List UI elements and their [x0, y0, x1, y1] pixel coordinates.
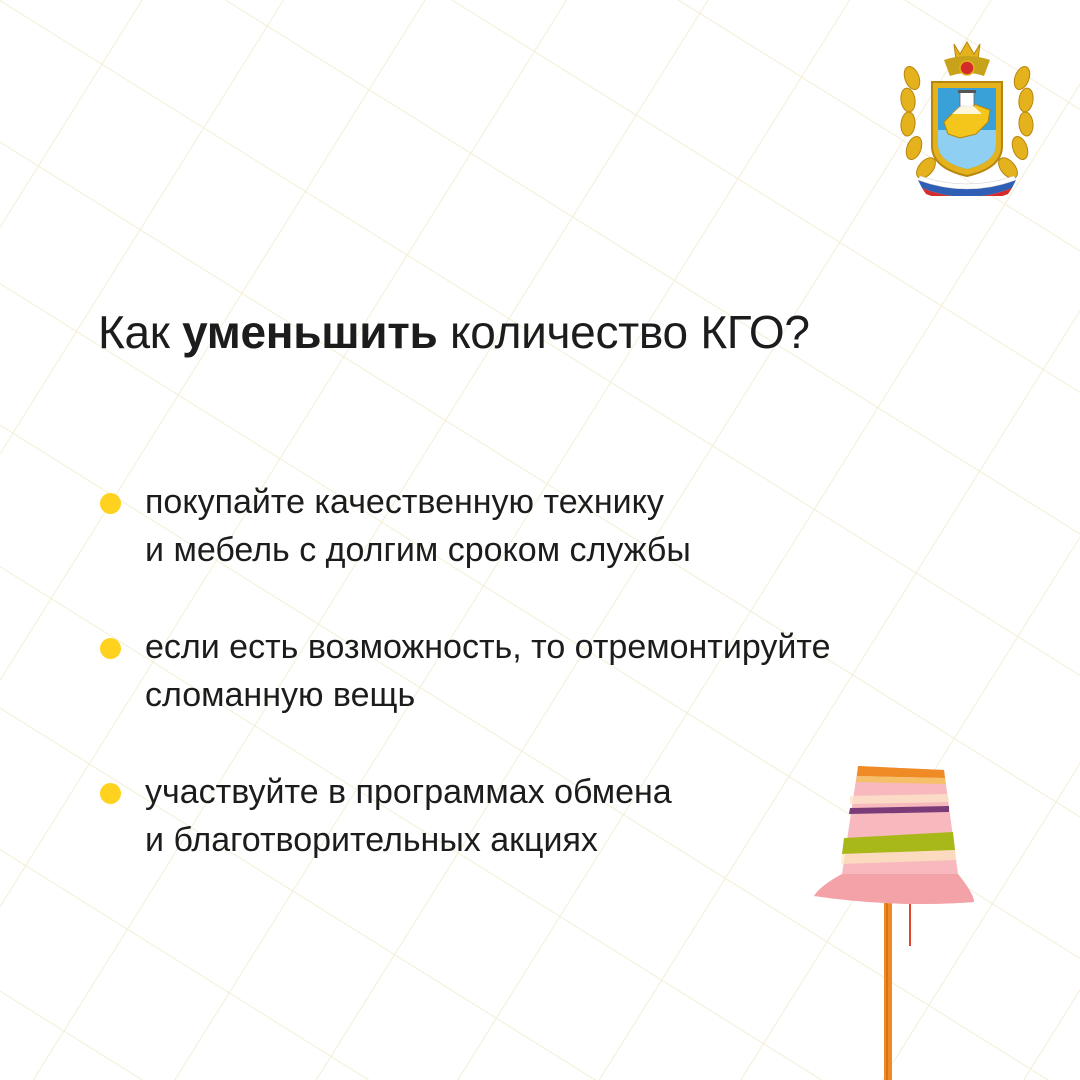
tip-line: сломанную вещь	[145, 676, 416, 714]
headline	[98, 302, 810, 362]
tip-line: покупайте качественную технику	[145, 483, 664, 521]
headline-prefix: Как	[98, 306, 183, 358]
headline-suffix: количество КГО?	[437, 306, 810, 358]
tip-line: если есть возможность, то отремонтируйте	[145, 628, 831, 666]
tip-text	[145, 623, 830, 719]
bullet-dot-icon	[100, 493, 121, 514]
bullet-dot-icon	[100, 783, 121, 804]
tip-line: и мебель с долгим сроком службы	[145, 531, 691, 569]
tip-line: и благотворительных акциях	[145, 821, 598, 859]
tip-text	[145, 478, 691, 574]
floor-lamp-icon	[806, 756, 986, 1080]
tip-text	[145, 768, 672, 864]
tip-line: участвуйте в программах обмена	[145, 773, 672, 811]
coat-of-arms-icon	[898, 38, 1036, 196]
bullet-dot-icon	[100, 638, 121, 659]
headline-emphasis: уменьшить	[182, 306, 438, 358]
